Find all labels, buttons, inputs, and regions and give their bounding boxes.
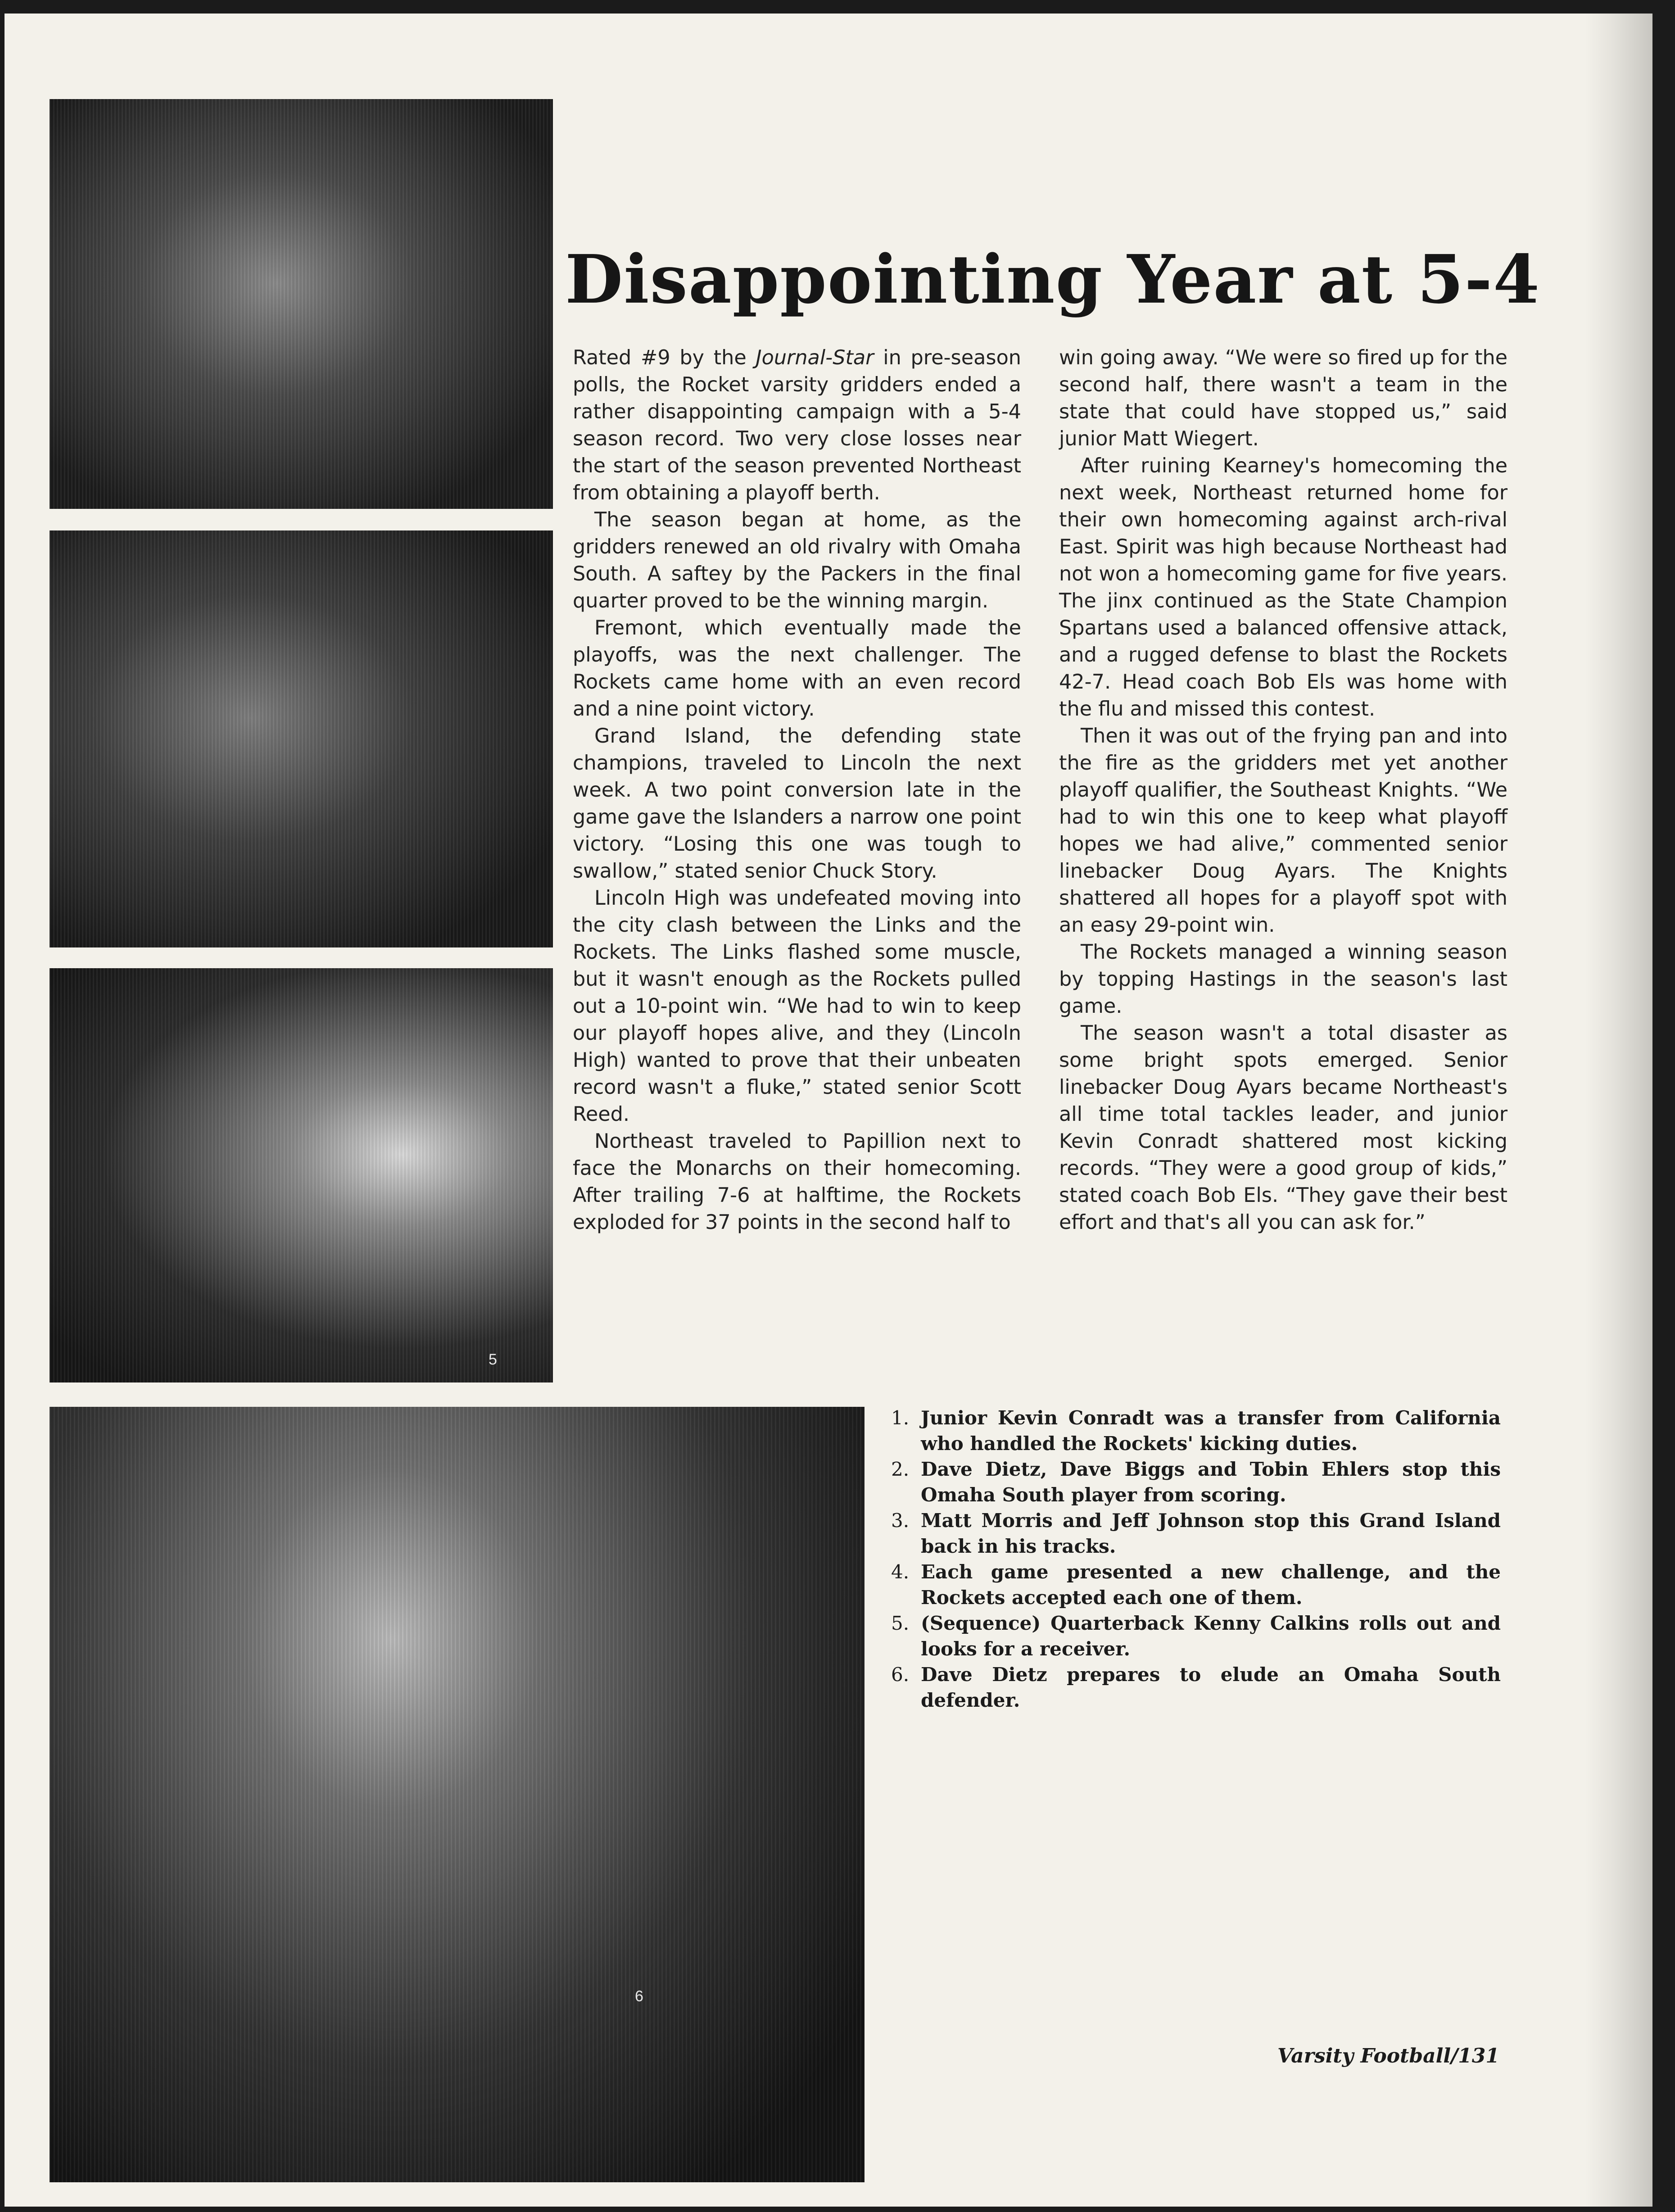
caption-item: 4. Each game presented a new challenge, and the Rockets accepted each one of them.: [891, 1561, 1501, 1609]
photo-number-6: 6: [635, 1988, 643, 2005]
football-action-photo-large: [50, 1407, 865, 2182]
article-paragraph: Lincoln High was undefeated moving into the city clash between the Links and the Rockets. The Links flashed some muscle, but it wasn't enough as the Rockets pulled out a 10-point win. “We had to win to keep our playoff hopes alive, and they (Lincoln High) wanted to prove that their unbeaten record wasn't a fluke,” stated senior Scott Reed.: [573, 887, 1021, 1126]
article-paragraph: Fremont, which eventually made the playoffs, was the next challenger. The Rockets came home with an even record and a nine point victory.: [573, 616, 1021, 721]
caption-item: 2. Dave Dietz, Dave Biggs and Tobin Ehlers stop this Omaha South player from scoring.: [891, 1458, 1501, 1506]
yearbook-page: [5, 14, 1652, 2207]
article-paragraph: Then it was out of the frying pan and into the fire as the gridders met yet another playoff qualifier, the Southeast Knights. “We had to win this one to keep what playoff hopes we had alive,” commented senior linebacker Doug Ayars. The Knights shattered all hopes for a playoff spot with an easy 29-point win.: [1059, 725, 1508, 937]
page-folio: Varsity Football/131: [1277, 2044, 1499, 2067]
caption-item: 5. (Sequence) Quarterback Kenny Calkins rolls out and looks for a receiver.: [891, 1612, 1501, 1660]
article-paragraph: The Rockets managed a winning season by topping Hastings in the season's last game.: [1059, 941, 1508, 1018]
photo-captions-list: [889, 1405, 1501, 1713]
article-paragraph: Grand Island, the defending state champions, traveled to Lincoln the next week. A two point conversion late in the game gave the Islanders a narrow one point victory. “Losing this one was tough to swallow,” stated senior Chuck Story.: [573, 725, 1021, 883]
article-paragraph: Rated #9 by the Journal-Star in pre-season polls, the Rocket varsity gridders ended a rather disappointing campaign with a 5-4 season record. Two very close losses near the start of the season prevented Northeast from obtaining a playoff berth.: [573, 346, 1022, 504]
article-paragraph: Northeast traveled to Papillion next to face the Monarchs on their homecoming. After trailing 7-6 at halftime, the Rockets exploded for 37 points in the second half to: [573, 1130, 1021, 1234]
article-headline: Disappointing Year at 5-4: [565, 240, 1541, 318]
article-paragraph: win going away. “We were so fired up for the second half, there wasn't a team in the state that could have stopped us,” said junior Matt Wiegert.: [1059, 346, 1508, 450]
article-column-1: [573, 344, 1021, 1236]
caption-item: 3. Matt Morris and Jeff Johnson stop this Grand Island back in his tracks.: [891, 1509, 1501, 1557]
article-paragraph: After ruining Kearney's homecoming the next week, Northeast returned home for their own homecoming against arch-rival East. Spirit was high because Northeast had not won a homecoming game for five years. The jinx continued as the State Champion Spartans used a balanced offensive attack, and a rugged defense to blast the Rockets 42-7. Head coach Bob Els was home with the flu and missed this contest.: [1059, 454, 1508, 721]
football-sequence-photo-2: [50, 530, 553, 947]
caption-item: 6. Dave Dietz prepares to elude an Omaha South defender.: [891, 1664, 1501, 1711]
football-sequence-photo-3: [50, 968, 553, 1382]
article-column-2: [1059, 344, 1508, 1236]
article-paragraph: The season began at home, as the gridders renewed an old rivalry with Omaha South. A saftey by the Packers in the final quarter proved to be the winning margin.: [573, 508, 1021, 612]
football-sequence-photo-1: [50, 99, 553, 509]
page-gutter-shadow: [1585, 14, 1652, 2207]
article-paragraph: The season wasn't a total disaster as some bright spots emerged. Senior linebacker Doug Ayars became Northeast's all time total tackles leader, and junior Kevin Conradt shattered most kicking records. “They were a good group of kids,” stated coach Bob Els. “They gave their best effort and that's all you can ask for.”: [1059, 1022, 1508, 1234]
photo-number-5: 5: [489, 1351, 497, 1368]
caption-item: 1. Junior Kevin Conradt was a transfer from California who handled the Rockets' kicking duties.: [891, 1407, 1501, 1455]
